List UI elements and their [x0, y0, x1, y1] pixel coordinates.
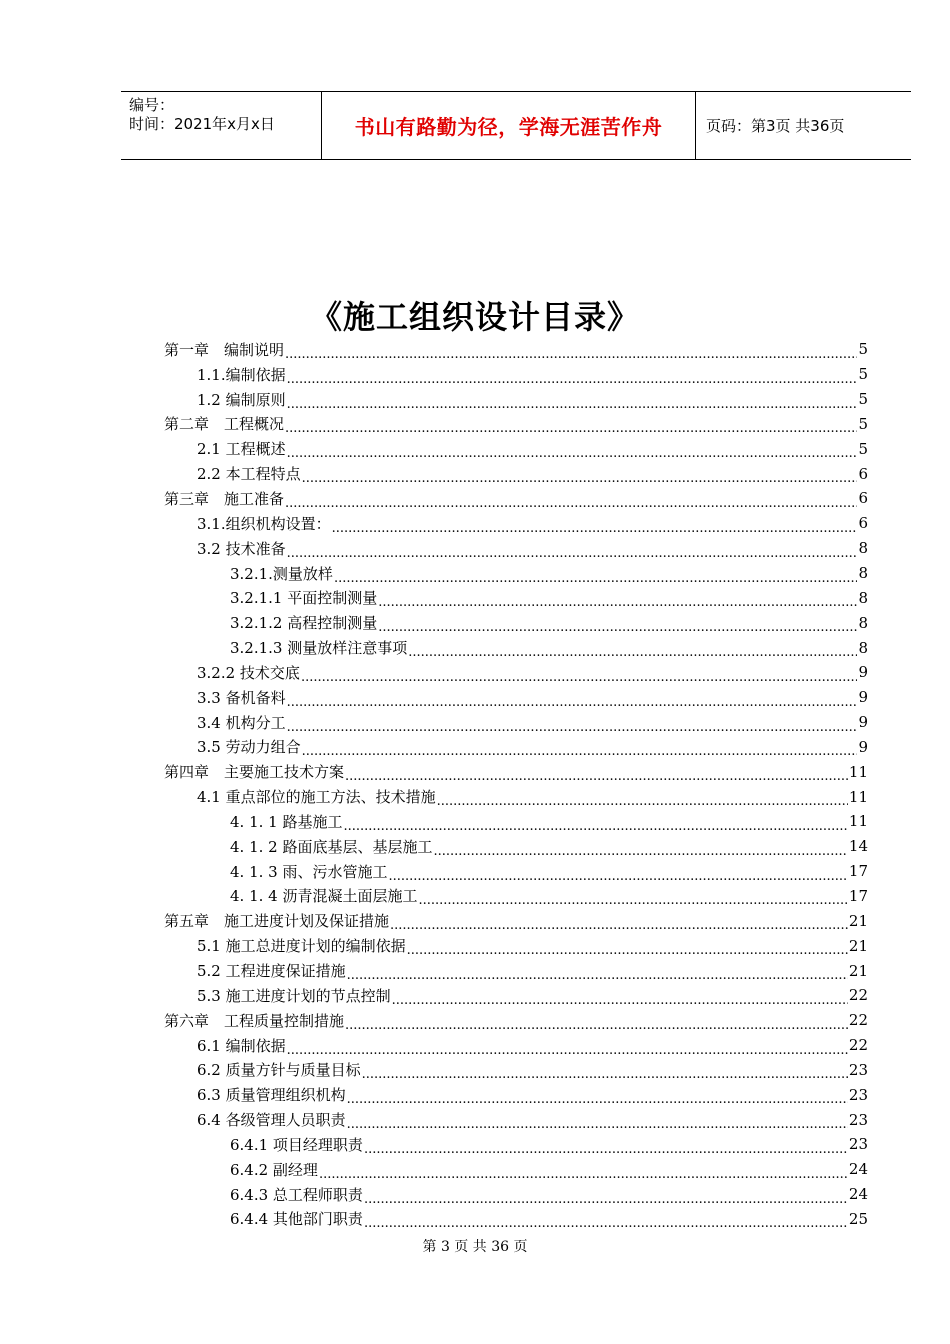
toc-entry-label: 5.2 工程进度保证措施	[197, 962, 346, 981]
toc-entry-label: 3.3 备机备料	[197, 688, 286, 707]
toc-entry-page-number: 17	[848, 862, 868, 881]
header-meta-cell	[121, 92, 322, 159]
toc-entry[interactable]	[164, 908, 868, 933]
toc-dot-leader	[287, 543, 858, 558]
toc-entry-page-number: 21	[848, 961, 868, 980]
document-code-label: 编号：	[129, 96, 175, 114]
toc-entry-label: 3.2.1.3 测量放样注意事项	[230, 639, 408, 658]
toc-dot-leader	[285, 418, 857, 433]
toc-dot-leader	[347, 1114, 848, 1129]
toc-entry-page-number: 11	[848, 812, 868, 831]
header-motto: 书山有路勤为径，学海无涯苦作舟	[354, 115, 663, 139]
toc-entry[interactable]	[164, 884, 868, 909]
toc-entry-label: 4. 1. 2 路面底基层、基层施工	[230, 837, 433, 856]
toc-dot-leader	[287, 443, 858, 458]
toc-entry-page-number: 5	[858, 390, 868, 409]
toc-entry[interactable]	[164, 436, 868, 461]
header-motto-cell	[322, 92, 696, 159]
toc-entry[interactable]	[164, 1107, 868, 1132]
toc-entry-page-number: 14	[848, 837, 868, 856]
toc-entry-page-number: 17	[848, 886, 868, 905]
toc-dot-leader	[334, 568, 858, 583]
header-page-info: 页码：第3页 共36页	[706, 117, 845, 135]
toc-entry-page-number: 23	[848, 1110, 868, 1129]
toc-entry-label: 5.1 施工总进度计划的编制依据	[197, 937, 406, 956]
toc-entry-label: 第四章 主要施工技术方案	[164, 763, 345, 782]
toc-entry-page-number: 23	[848, 1085, 868, 1104]
toc-entry-label: 第六章 工程质量控制措施	[164, 1011, 345, 1030]
toc-entry-page-number: 22	[848, 986, 868, 1005]
toc-entry-page-number: 21	[848, 936, 868, 955]
toc-entry[interactable]	[164, 610, 868, 635]
toc-entry[interactable]	[164, 461, 868, 486]
toc-entry-label: 第五章 施工进度计划及保证措施	[164, 912, 390, 931]
toc-entry-page-number: 24	[848, 1185, 868, 1204]
toc-entry-label: 3.2.1.2 高程控制测量	[230, 614, 378, 633]
toc-entry-label: 6.1 编制依据	[197, 1036, 286, 1055]
document-title: 《施工组织设计目录》	[309, 298, 640, 336]
toc-entry[interactable]	[164, 759, 868, 784]
toc-entry[interactable]	[164, 1182, 868, 1207]
toc-entry[interactable]	[164, 585, 868, 610]
toc-entry[interactable]	[164, 1057, 868, 1082]
toc-entry-label: 6.2 质量方针与质量目标	[197, 1061, 361, 1080]
toc-entry-label: 3.2.1.1 平面控制测量	[230, 589, 378, 608]
toc-entry-label: 3.2.2 技术交底	[197, 663, 300, 682]
toc-dot-leader	[364, 1189, 848, 1204]
toc-dot-leader	[437, 791, 848, 806]
table-of-contents	[164, 337, 868, 1231]
toc-entry-label: 6.4.3 总工程师职责	[230, 1185, 363, 1204]
toc-entry-label: 第二章 工程概况	[164, 415, 285, 434]
toc-entry-label: 4. 1. 3 雨、污水管施工	[230, 862, 388, 881]
toc-dot-leader	[287, 369, 858, 384]
toc-dot-leader	[388, 866, 847, 881]
toc-entry[interactable]	[164, 1082, 868, 1107]
toc-entry[interactable]	[164, 387, 868, 412]
toc-dot-leader	[287, 717, 858, 732]
toc-entry-page-number: 22	[848, 1036, 868, 1055]
toc-entry-label: 2.2 本工程特点	[197, 465, 301, 484]
toc-entry[interactable]	[164, 412, 868, 437]
toc-entry[interactable]	[164, 660, 868, 685]
toc-dot-leader	[345, 766, 848, 781]
toc-dot-leader	[347, 965, 848, 980]
toc-dot-leader	[407, 940, 848, 955]
toc-entry-page-number: 8	[858, 638, 868, 657]
toc-entry[interactable]	[164, 1132, 868, 1157]
toc-entry[interactable]	[164, 958, 868, 983]
toc-entry[interactable]	[164, 685, 868, 710]
toc-entry[interactable]	[164, 1157, 868, 1182]
toc-entry-label: 2.1 工程概述	[197, 440, 286, 459]
toc-entry-label: 3.1.组织机构设置：	[197, 514, 331, 533]
toc-dot-leader	[378, 592, 857, 607]
toc-dot-leader	[319, 1164, 848, 1179]
toc-entry[interactable]	[164, 536, 868, 561]
toc-entry-label: 3.5 劳动力组合	[197, 738, 301, 757]
toc-dot-leader	[408, 642, 857, 657]
toc-entry[interactable]	[164, 561, 868, 586]
toc-entry[interactable]	[164, 635, 868, 660]
toc-entry-label: 4. 1. 4 沥青混凝土面层施工	[230, 887, 418, 906]
toc-entry-label: 6.4.2 副经理	[230, 1160, 318, 1179]
toc-dot-leader	[285, 493, 857, 508]
toc-entry-label: 第三章 施工准备	[164, 489, 285, 508]
toc-entry-label: 5.3 施工进度计划的节点控制	[197, 986, 391, 1005]
toc-dot-leader	[302, 741, 858, 756]
toc-entry-label: 3.2.1.测量放样	[230, 564, 333, 583]
toc-entry-page-number: 25	[848, 1209, 868, 1228]
toc-entry-page-number: 9	[858, 713, 868, 732]
toc-entry[interactable]	[164, 834, 868, 859]
toc-dot-leader	[392, 990, 848, 1005]
toc-entry[interactable]	[164, 1008, 868, 1033]
toc-entry-page-number: 8	[858, 613, 868, 632]
toc-entry-label: 4.1 重点部位的施工方法、技术措施	[197, 788, 436, 807]
toc-entry[interactable]	[164, 735, 868, 760]
toc-entry-page-number: 23	[848, 1060, 868, 1079]
toc-entry[interactable]	[164, 710, 868, 735]
toc-dot-leader	[287, 1040, 848, 1055]
toc-entry-page-number: 6	[858, 489, 868, 508]
toc-entry[interactable]	[164, 511, 868, 536]
toc-entry-page-number: 6	[858, 514, 868, 533]
toc-entry-page-number: 22	[848, 1011, 868, 1030]
toc-entry-label: 6.3 质量管理组织机构	[197, 1086, 346, 1105]
toc-entry-page-number: 9	[858, 663, 868, 682]
toc-entry-page-number: 8	[858, 539, 868, 558]
toc-entry[interactable]	[164, 859, 868, 884]
toc-entry-page-number: 9	[858, 737, 868, 756]
toc-entry[interactable]	[164, 486, 868, 511]
document-time-label: 时间：2021年x月x日	[129, 115, 275, 133]
toc-entry[interactable]	[164, 933, 868, 958]
toc-entry-page-number: 24	[848, 1160, 868, 1179]
toc-dot-leader	[364, 1139, 848, 1154]
toc-dot-leader	[343, 816, 847, 831]
toc-entry[interactable]	[164, 1033, 868, 1058]
page-footer: 第 3 页 共 36 页	[422, 1239, 528, 1255]
header-page-cell	[696, 92, 911, 159]
toc-entry-label: 第一章 编制说明	[164, 340, 285, 359]
toc-dot-leader	[364, 1213, 848, 1228]
toc-dot-leader	[285, 344, 857, 359]
toc-entry-label: 3.2 技术准备	[197, 539, 286, 558]
toc-entry-page-number: 5	[858, 439, 868, 458]
toc-entry[interactable]	[164, 1207, 868, 1232]
toc-entry-page-number: 11	[848, 762, 868, 781]
toc-dot-leader	[332, 518, 858, 533]
toc-entry-page-number: 23	[848, 1135, 868, 1154]
toc-dot-leader	[433, 841, 847, 856]
toc-dot-leader	[362, 1064, 848, 1079]
toc-dot-leader	[390, 915, 848, 930]
toc-entry-page-number: 8	[858, 588, 868, 607]
toc-dot-leader	[302, 468, 858, 483]
toc-dot-leader	[418, 890, 847, 905]
toc-entry-page-number: 21	[848, 911, 868, 930]
toc-dot-leader	[287, 692, 858, 707]
toc-entry-page-number: 5	[858, 340, 868, 359]
toc-entry[interactable]	[164, 337, 868, 362]
toc-entry-page-number: 9	[858, 688, 868, 707]
toc-entry-label: 3.4 机构分工	[197, 713, 286, 732]
toc-entry[interactable]	[164, 362, 868, 387]
toc-entry[interactable]	[164, 809, 868, 834]
toc-entry-label: 1.2 编制原则	[197, 390, 286, 409]
toc-dot-leader	[301, 667, 858, 682]
toc-entry-page-number: 11	[848, 787, 868, 806]
toc-entry-label: 6.4.1 项目经理职责	[230, 1135, 363, 1154]
toc-entry-page-number: 5	[858, 414, 868, 433]
toc-entry-page-number: 6	[858, 464, 868, 483]
page-header	[121, 91, 911, 160]
toc-entry-label: 6.4 各级管理人员职责	[197, 1111, 346, 1130]
toc-dot-leader	[347, 1089, 848, 1104]
toc-entry[interactable]	[164, 983, 868, 1008]
toc-entry-label: 4. 1. 1 路基施工	[230, 812, 343, 831]
toc-dot-leader	[287, 394, 858, 409]
toc-entry-label: 6.4.4 其他部门职责	[230, 1210, 363, 1229]
toc-dot-leader	[378, 617, 857, 632]
toc-entry-page-number: 5	[858, 365, 868, 384]
toc-entry-label: 1.1.编制依据	[197, 365, 286, 384]
toc-entry-page-number: 8	[858, 564, 868, 583]
toc-dot-leader	[345, 1015, 848, 1030]
toc-entry[interactable]	[164, 784, 868, 809]
